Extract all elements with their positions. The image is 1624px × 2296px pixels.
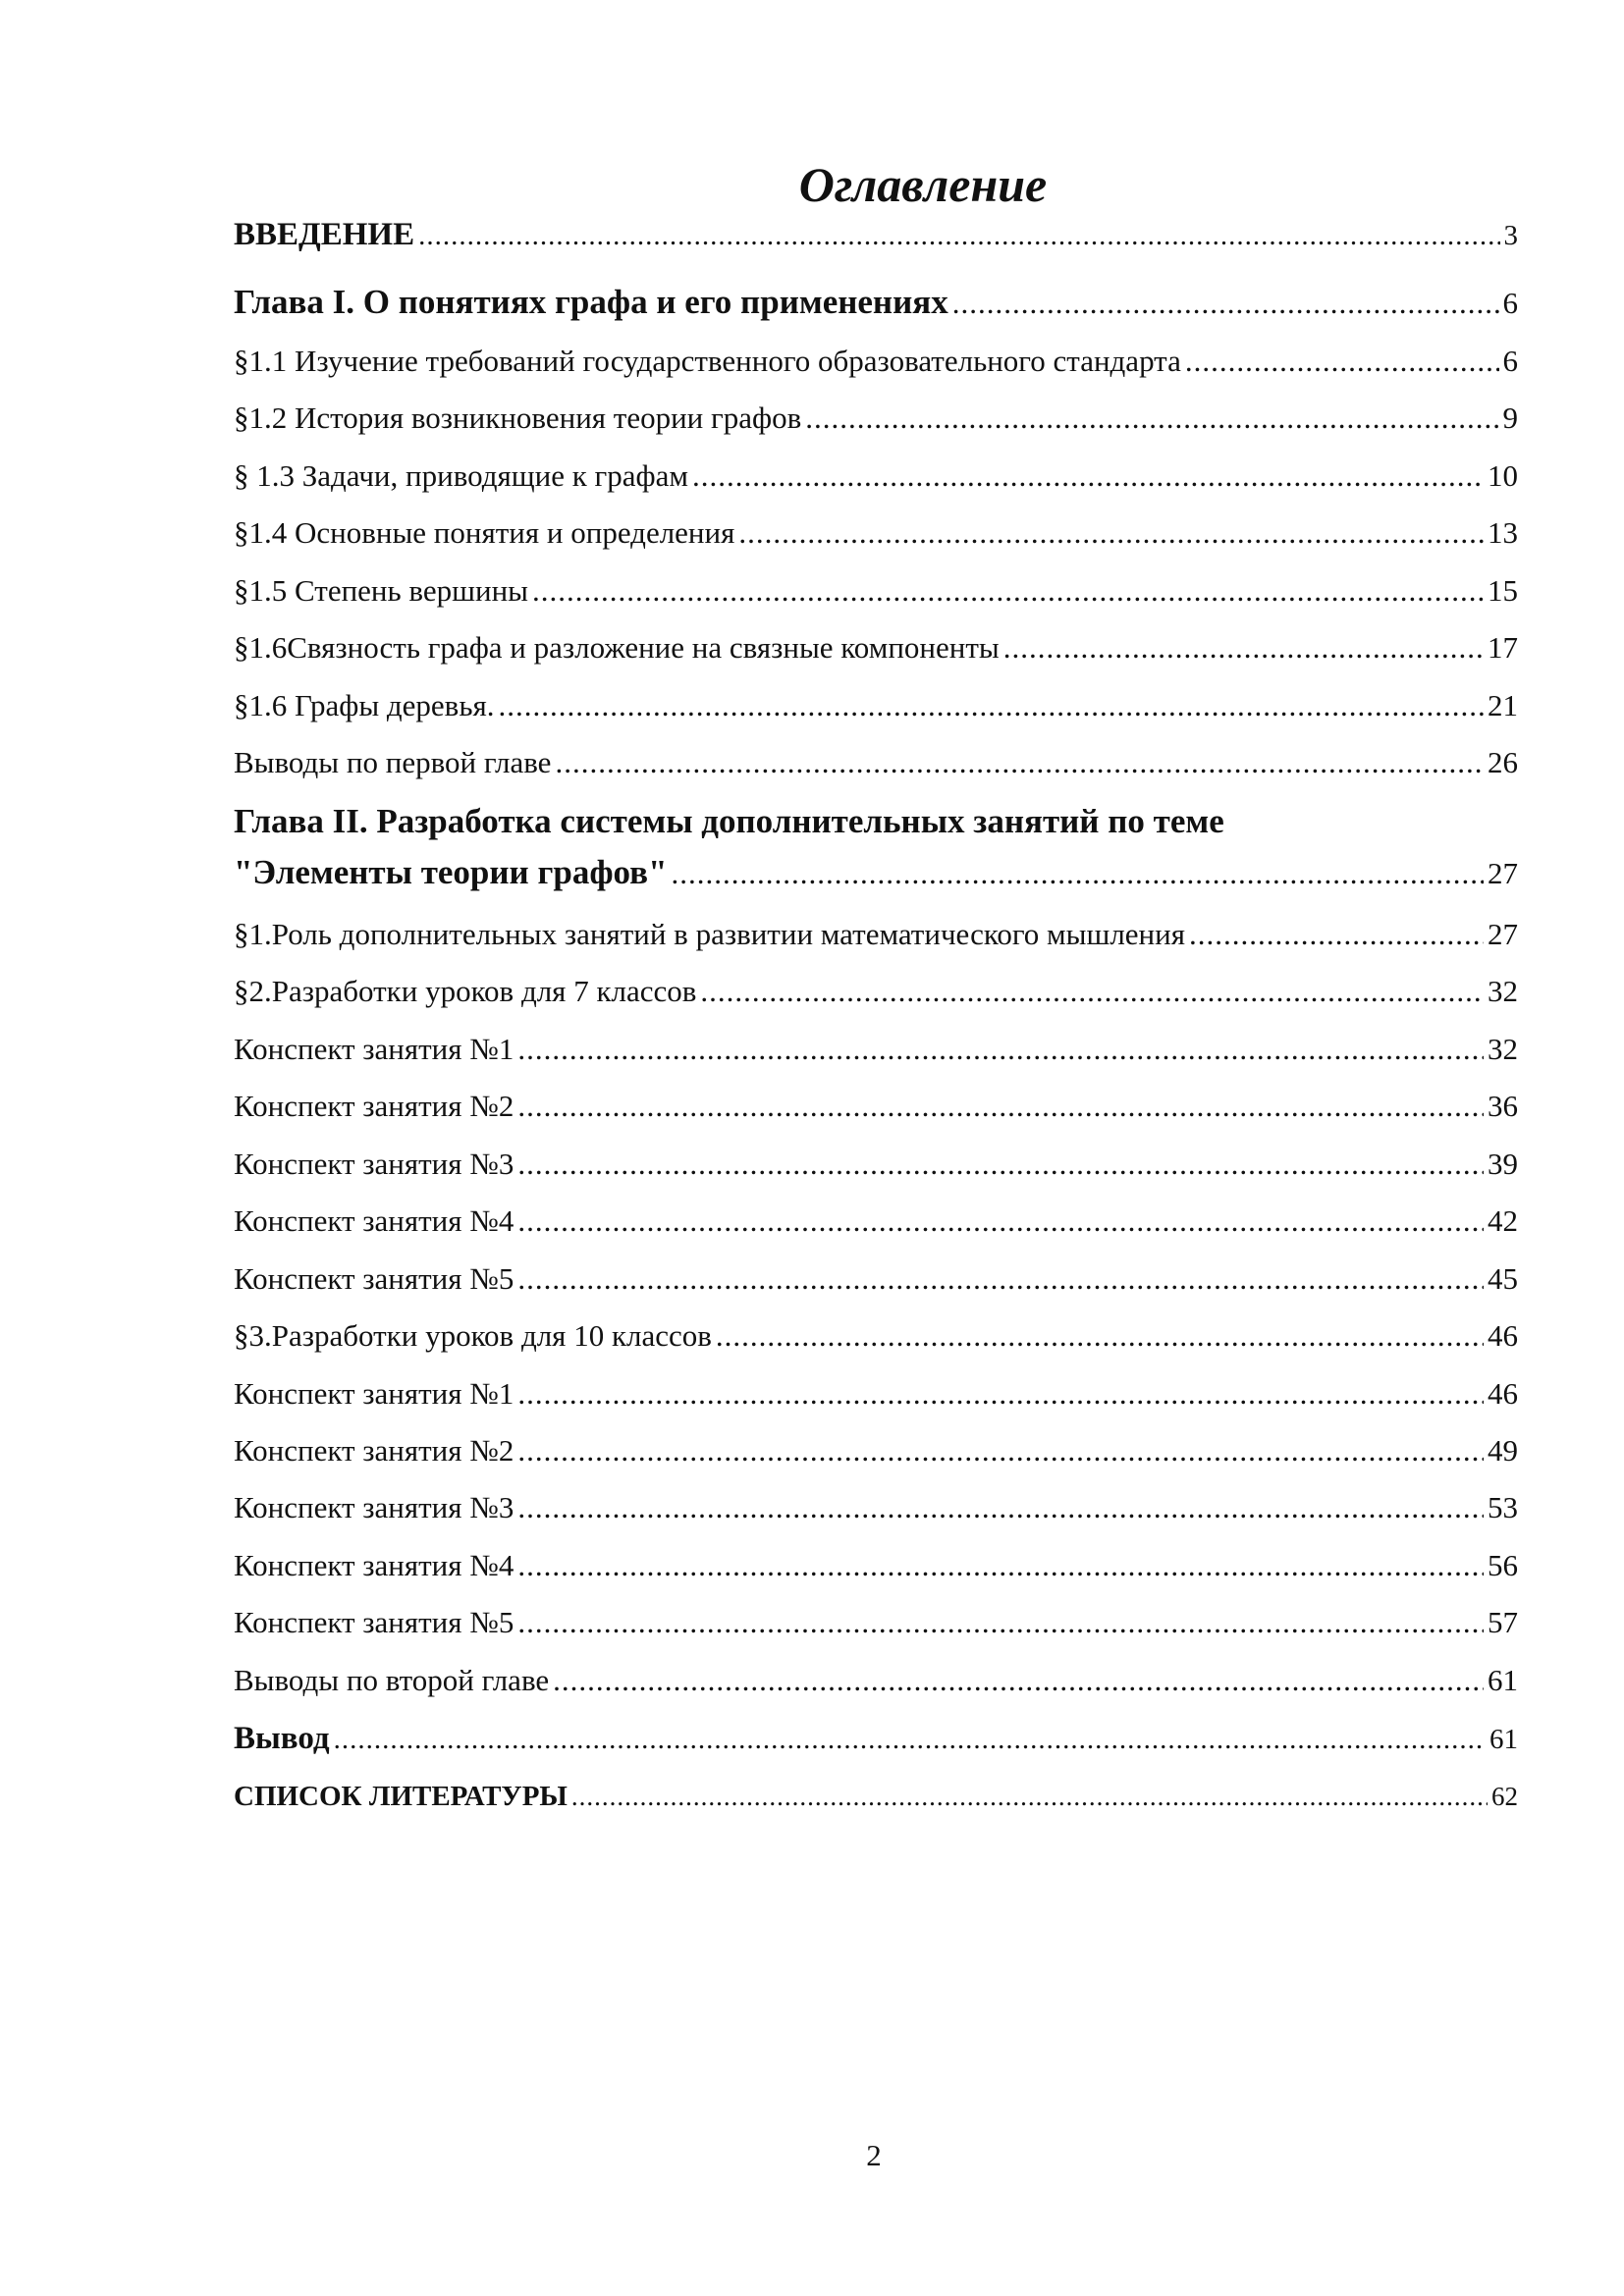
toc-entry-label: Глава I. О понятиях графа и его применениях [234,283,948,321]
toc-entry[interactable] [234,342,1518,381]
toc-entry-chapter-1[interactable] [234,281,1518,325]
toc-entry-page: 3 [1503,220,1518,251]
dot-leader [805,399,1498,438]
toc-entry-label: Конспект занятия №2 [234,1089,514,1123]
toc-entry-page: 32 [1488,974,1518,1008]
toc-entry-page: 6 [1502,286,1518,320]
toc-entry-page: 56 [1488,1548,1518,1582]
toc-entry-label: Конспект занятия №1 [234,1032,514,1066]
toc-entry-label: Конспект занятия №3 [234,1490,514,1524]
toc-entry-label: §3.Разработки уроков для 10 классов [234,1318,712,1353]
toc-entry-label: Конспект занятия №3 [234,1147,514,1181]
toc-entry-conclusion[interactable] [234,1718,1518,1760]
toc-entry-label: §1.2 История возникновения теории графов [234,400,802,435]
toc-entry-page: 36 [1488,1089,1518,1123]
toc-entry-page: 46 [1488,1376,1518,1411]
toc-entry-page: 62 [1491,1782,1518,1811]
toc-entry-label: §2.Разработки уроков для 7 классов [234,974,697,1008]
toc-entry[interactable] [234,1087,1518,1126]
toc-entry[interactable] [234,456,1518,496]
dot-leader [716,1316,1484,1356]
page-number: 2 [866,2138,882,2172]
toc-entry-page: 13 [1488,515,1518,550]
toc-entry-label: "Элементы теории графов" [234,853,668,891]
toc-entry[interactable] [234,628,1518,667]
toc-entry[interactable] [234,1030,1518,1069]
toc-entry-page: 15 [1488,573,1518,608]
toc-entry-label: Выводы по второй главе [234,1663,550,1697]
dot-leader [532,571,1484,611]
dot-leader [553,1661,1484,1700]
toc-entry-label: Конспект занятия №5 [234,1261,514,1296]
dot-leader [672,852,1485,895]
toc-entry[interactable] [234,1374,1518,1414]
toc-entry-page: 10 [1488,458,1518,493]
toc-entry-page: 61 [1489,1724,1518,1755]
dot-leader [517,1030,1484,1069]
toc-entry-label: Конспект занятия №1 [234,1376,514,1411]
toc-entry[interactable] [234,571,1518,611]
toc-entry[interactable] [234,1603,1518,1642]
toc-entry[interactable] [234,972,1518,1011]
toc-entry-page: 26 [1488,745,1518,779]
dot-leader [517,1145,1484,1184]
toc-entry[interactable] [234,1259,1518,1299]
toc-entry[interactable] [234,686,1518,725]
toc-entry-label: Конспект занятия №5 [234,1605,514,1639]
dot-leader [517,1374,1484,1414]
toc-entry[interactable] [234,1546,1518,1585]
toc-entry[interactable] [234,399,1518,438]
dot-leader [517,1201,1484,1241]
toc-entry-page: 9 [1502,400,1518,435]
dot-leader [1003,628,1484,667]
toc-entry-page: 32 [1488,1032,1518,1066]
toc-entry-page: 6 [1502,344,1518,378]
toc-entry[interactable] [234,915,1518,954]
toc-title: Оглавление [798,157,1048,212]
toc-entry-label: §1.6Связность графа и разложение на связные компоненты [234,630,1000,665]
toc-entry-label: ВВЕДЕНИЕ [234,217,415,252]
toc-entry-page: 49 [1488,1433,1518,1468]
toc-entry-label: §1.Роль дополнительных занятий в развитии математического мышления [234,917,1185,951]
toc-entry[interactable] [234,1145,1518,1184]
toc-entry-label: §1.1 Изучение требований государственного образовательного стандарта [234,344,1181,378]
toc-entry-page: 57 [1488,1605,1518,1639]
toc-entry-page: 46 [1488,1318,1518,1353]
toc-entry-label: Вывод [234,1721,330,1756]
toc-entry[interactable] [234,1201,1518,1241]
dot-leader [334,1719,1486,1760]
toc-entry-label: §1.4 Основные понятия и определения [234,515,735,550]
toc-entry[interactable] [234,1661,1518,1700]
dot-leader [1189,915,1484,954]
dot-leader [952,282,1499,325]
toc-entry-page: 27 [1488,917,1518,951]
dot-leader [517,1431,1484,1470]
toc-entry[interactable] [234,1488,1518,1527]
toc-entry-page: 45 [1488,1261,1518,1296]
toc-entry-page: 42 [1488,1203,1518,1238]
dot-leader [1185,342,1499,381]
dot-leader [700,972,1484,1011]
dot-leader [555,743,1484,782]
toc-entry-page: 53 [1488,1490,1518,1524]
toc-entry-chapter-2[interactable] [234,851,1518,895]
toc-entry-label: Конспект занятия №4 [234,1548,514,1582]
dot-leader [692,456,1484,496]
dot-leader [517,1488,1484,1527]
toc-entry[interactable] [234,513,1518,553]
toc-entry-page: 21 [1488,688,1518,722]
toc-entry[interactable] [234,1316,1518,1356]
toc-entry-page: 17 [1488,630,1518,665]
dot-leader [418,215,1499,256]
toc-entry-chapter-2-line-1[interactable]: Глава II. Разработка системы дополнительных занятий по теме [234,802,1224,840]
dot-leader [517,1087,1484,1126]
toc-entry-page: 61 [1488,1663,1518,1697]
toc-entry[interactable] [234,1431,1518,1470]
dot-leader [517,1603,1484,1642]
toc-entry-label: Выводы по первой главе [234,745,552,779]
toc-entry[interactable] [234,743,1518,782]
toc-entry-label: §1.5 Степень вершины [234,573,528,608]
dot-leader [498,686,1484,725]
toc-entry-introduction[interactable] [234,214,1518,256]
dot-leader [571,1778,1488,1815]
toc-entry-page: 27 [1488,856,1518,890]
toc-entry-label: §1.6 Графы деревья. [234,688,495,722]
toc-entry-label: Конспект занятия №2 [234,1433,514,1468]
toc-entry-label: Конспект занятия №4 [234,1203,514,1238]
toc-entry-page: 39 [1488,1147,1518,1181]
dot-leader [517,1259,1484,1299]
dot-leader [517,1546,1484,1585]
dot-leader [738,513,1484,553]
toc-entry-label: § 1.3 Задачи, приводящие к графам [234,458,688,493]
toc-entry-label: СПИСОК ЛИТЕРАТУРЫ [234,1781,568,1812]
toc-entry-references[interactable] [234,1778,1518,1815]
